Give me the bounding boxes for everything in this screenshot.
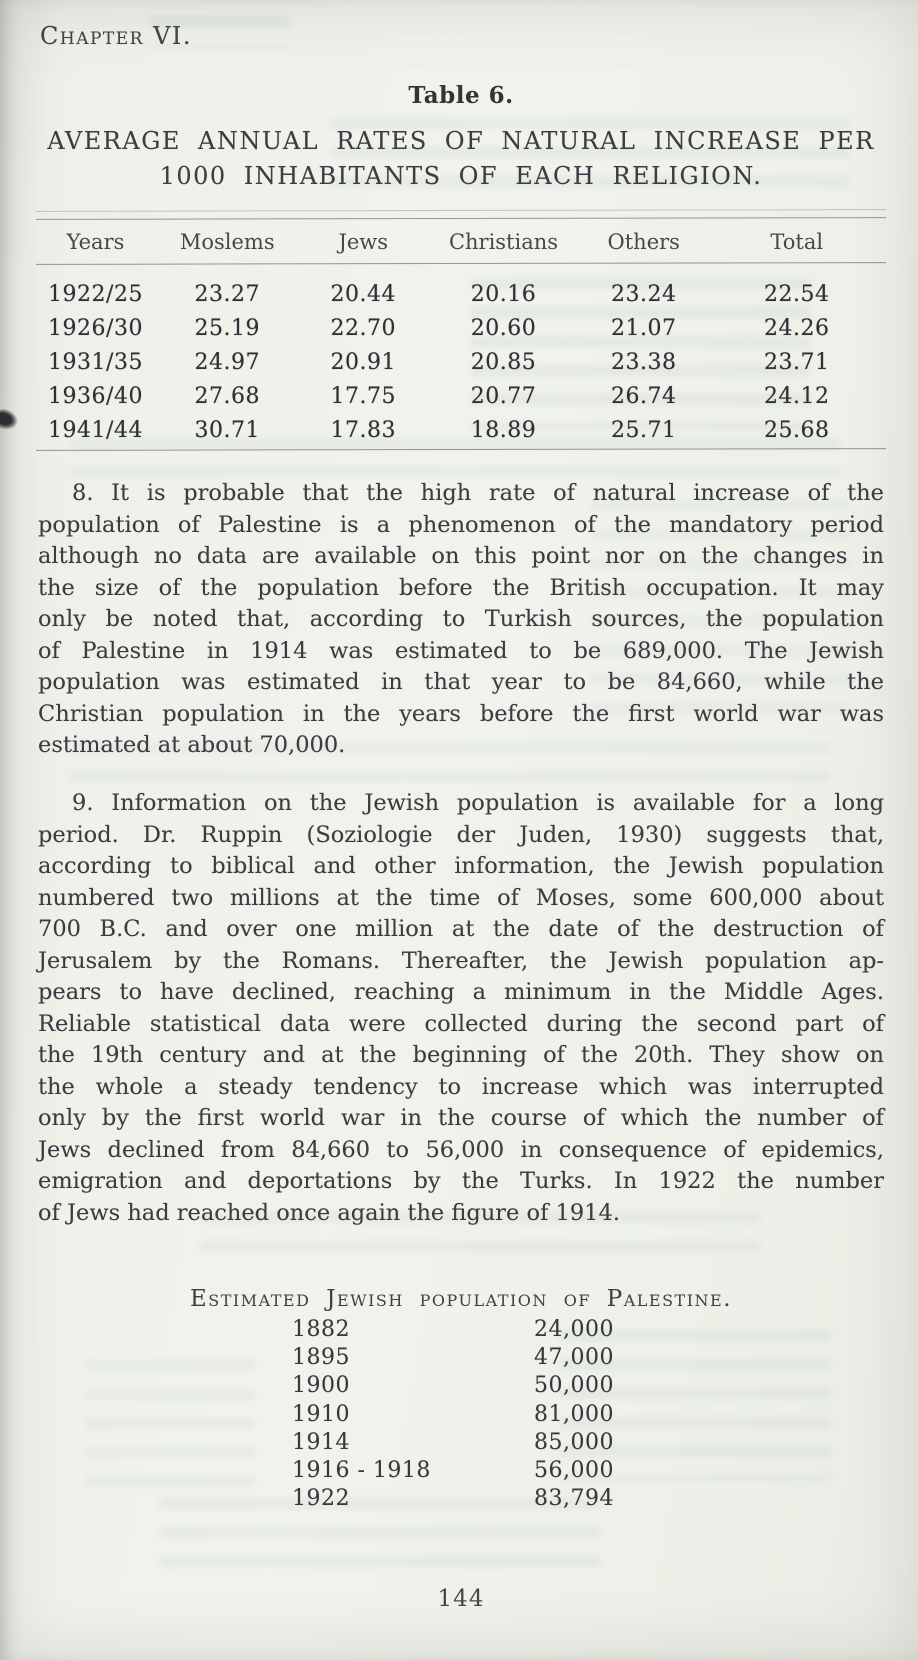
population-year: 1914 [292,1429,350,1455]
table-cell: 23.38 [611,350,677,375]
table-cell: 25.71 [611,418,677,443]
rates-table-header-row [36,222,886,266]
table-row [36,380,886,414]
table-caption: Table 6. [408,82,514,109]
text-line: numbered two millions at the time of Moses, some 600,000 about [38,884,884,911]
column-header: Moslems [179,230,275,254]
ink-smudge [0,407,21,433]
page-number: 144 [437,1586,485,1612]
column-header: Others [607,230,680,254]
table-cell: 20.91 [330,350,396,375]
population-value: 56,000 [534,1458,614,1484]
table-title-line1: AVERAGE ANNUAL RATES OF NATURAL INCREASE PER [47,127,875,155]
table-title-line2: 1000 INHABITANTS OF EACH RELIGION. [159,162,763,190]
table-cell: 23.71 [764,350,830,375]
table-cell: 22.54 [764,282,830,307]
text-line: period. Dr. Ruppin (Soziologie der Juden, 1930) suggests that, [38,821,884,848]
bleedthrough-artifact [85,1360,255,1490]
text-line: the size of the population before the British occupation. It may [38,574,884,601]
population-value: 85,000 [534,1429,614,1455]
table-cell: 26.74 [611,384,677,409]
table-cell: 21.07 [611,316,677,341]
table-cell: 20.85 [470,350,537,375]
population-row [292,1372,614,1400]
text-line: the 19th century and at the beginning of the 20th. They show on [38,1042,884,1068]
population-row [292,1316,614,1344]
table-cell: 1926/30 [48,316,143,341]
text-line: pears to have declined, reaching a minimum in the Middle Ages. [38,979,884,1005]
text-line: Christian population in the years before the first world war was [38,700,884,727]
text-line: population of Palestine is a phenomenon of the mandatory period [38,511,884,538]
column-header: Total [770,230,824,254]
table-cell: 1922/25 [48,282,143,307]
text-line: according to biblical and other information, the Jewish population [38,853,884,879]
population-year: 1910 [292,1401,350,1427]
table-cell: 24.97 [194,350,260,375]
text-line: 9. Information on the Jewish population is available for a long [72,790,884,816]
text-line: 8. It is probable that the high rate of natural increase of the [72,480,884,506]
chapter-heading: Chapter VI. [40,22,193,50]
table-row [36,346,886,380]
population-year: 1900 [292,1373,350,1399]
population-row [292,1401,614,1429]
population-value: 81,000 [534,1401,614,1427]
text-line: Jews declined from 84,660 to 56,000 in consequence of epidemics, [38,1136,884,1163]
text-line: Reliable statistical data were collected during the second part of [38,1010,884,1037]
table-cell: 24.26 [764,316,830,341]
column-header: Christians [448,230,559,254]
text-line: population was estimated in that year to be 84,660, while the [38,669,884,695]
paragraph-9 [38,788,884,1229]
rates-table-body [36,266,886,448]
text-line: although no data are available on this point nor on the changes in [38,543,884,569]
table-row [36,266,886,312]
population-row [292,1429,614,1457]
text-line: only be noted that, according to Turkish sources, the population [38,606,884,632]
table-cell: 1936/40 [48,384,143,409]
table-row [36,312,886,346]
text-line: only by the first world war in the course of which the number of [38,1105,884,1131]
text-line: of Palestine in 1914 was estimated to be 689,000. The Jewish [38,637,884,664]
table-cell: 20.44 [330,282,396,307]
table-cell: 23.27 [194,282,260,307]
population-year: 1916 - 1918 [292,1458,431,1484]
rates-table [36,222,886,448]
table-cell: 20.77 [470,384,537,409]
population-value: 47,000 [534,1345,614,1371]
population-heading: Estimated Jewish population of Palestine. [189,1286,733,1312]
text-line: 700 B.C. and over one million at the date of the destruction of [38,916,884,942]
population-row [292,1457,614,1485]
population-value: 50,000 [534,1373,614,1399]
table-cell: 25.19 [194,316,260,341]
table-cell: 30.71 [194,418,260,443]
text-line: estimated at about 70,000. [38,732,346,758]
table-cell: 1941/44 [48,418,143,443]
paragraph-8 [38,478,884,762]
population-list [292,1316,614,1513]
population-row [292,1485,614,1513]
table-rule-top [36,217,886,220]
table-cell: 25.68 [764,418,830,443]
table-row [36,414,886,448]
table-cell: 27.68 [194,384,260,409]
population-value: 24,000 [534,1317,614,1342]
text-line: the whole a steady tendency to increase which was interrupted [38,1073,884,1100]
population-row [292,1344,614,1372]
population-year: 1895 [292,1345,350,1371]
table-cell: 18.89 [470,418,537,443]
text-line: Jerusalem by the Romans. Thereafter, the Jewish population ap- [38,947,884,974]
table-cell: 22.70 [330,316,396,341]
table-title [38,124,884,194]
table-cell: 20.60 [470,316,537,341]
table-cell: 24.12 [764,384,830,409]
population-value: 83,794 [534,1486,614,1512]
population-year: 1922 [292,1486,350,1512]
population-year: 1882 [292,1317,350,1342]
text-line: of Jews had reached once again the figure of 1914. [38,1199,620,1226]
table-rule-top-outer [36,209,886,212]
column-header: Jews [338,230,389,254]
text-line: emigration and deportations by the Turks. In 1922 the number [38,1168,884,1194]
table-cell: 23.24 [611,282,677,307]
table-cell: 20.16 [470,282,537,307]
table-rule-bottom [36,448,886,451]
column-header: Years [66,230,125,254]
table-cell: 17.75 [330,384,396,409]
table-cell: 17.83 [330,418,396,443]
table-cell: 1931/35 [48,350,143,375]
